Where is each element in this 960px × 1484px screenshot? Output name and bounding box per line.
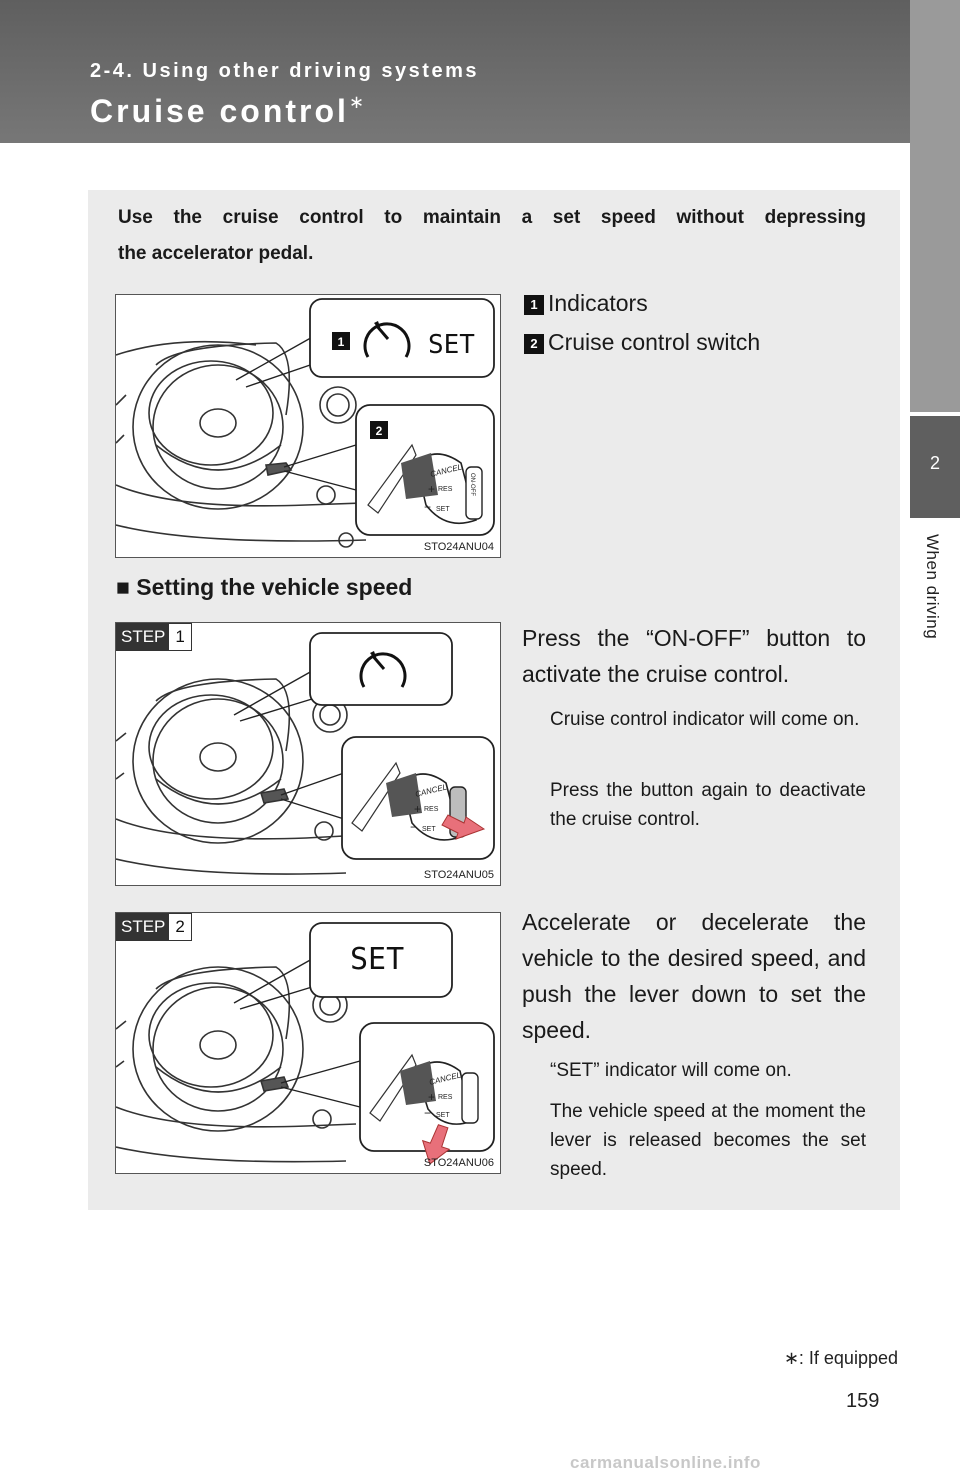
step-1-badge — [116, 623, 192, 651]
lever-plus: + — [428, 1090, 436, 1104]
footnote-if-equipped: ∗: If equipped — [783, 1348, 898, 1368]
step-1-note-2: Press the button again to deactivate the cruise control. — [550, 780, 866, 830]
legend-item-1 — [524, 290, 648, 317]
chapter-tab[interactable]: 2 — [910, 416, 960, 518]
step-1-text: Press the “ON-OFF” button to activate the cruise control. — [522, 625, 866, 687]
lever-res-label: RES — [424, 806, 439, 813]
callout-number-1: 1 — [337, 335, 345, 349]
page-title — [90, 92, 364, 130]
dashboard-illustration — [116, 295, 500, 557]
lever-set-label: SET — [436, 1112, 450, 1119]
legend-label: Indicators — [548, 290, 648, 316]
lever-cancel-label: CANCEL — [428, 1070, 462, 1087]
figure-code: STO24ANU05 — [423, 869, 494, 881]
lever-minus: − — [424, 500, 432, 514]
lever-cancel-label: CANCEL — [429, 462, 463, 479]
lever-plus: + — [428, 482, 436, 496]
lever-minus: − — [410, 820, 418, 834]
step2-illustration — [116, 913, 500, 1173]
watermark: carmanualsonline.info — [570, 1453, 761, 1472]
section-label: 2-4. Using other driving systems — [90, 60, 479, 82]
step-word: STEP — [117, 914, 169, 940]
step-word: STEP — [117, 624, 169, 650]
lever-res-label: RES — [438, 486, 453, 493]
step-1-note-1: Cruise control indicator will come on. — [550, 709, 860, 730]
subheading-setting-speed: ■ Setting the vehicle speed — [116, 574, 413, 600]
lever-cancel-label: CANCEL — [414, 782, 448, 799]
side-tab-upper — [910, 0, 960, 412]
figure-indicators-switch — [115, 294, 501, 558]
lever-set-label: SET — [436, 506, 450, 513]
figure-code: STO24ANU06 — [423, 1157, 494, 1169]
page-number: 159 — [846, 1390, 880, 1412]
legend-item-2 — [524, 329, 760, 356]
intro-line-2: the accelerator pedal. — [118, 243, 314, 264]
step1-illustration — [116, 623, 500, 885]
figure-step-1 — [115, 622, 501, 886]
lever-plus: + — [414, 802, 422, 816]
lever-res-label: RES — [438, 1094, 453, 1101]
legend-label: Cruise control switch — [548, 329, 761, 355]
set-indicator-label: SET — [350, 942, 405, 977]
step-2-note-1: “SET” indicator will come on. — [550, 1060, 792, 1081]
figure-step-2 — [115, 912, 501, 1174]
legend-number-badge: 1 — [524, 295, 544, 315]
intro-line-1: Use the cruise control to maintain a set speed without depressing — [118, 207, 866, 228]
callout-number-2: 2 — [375, 424, 383, 438]
set-indicator-label: SET — [428, 330, 475, 360]
step-2-note-2: The vehicle speed at the moment the lever is released becomes the set speed. — [550, 1101, 866, 1180]
if-equipped-mark: ∗ — [348, 92, 365, 112]
legend-number-badge: 2 — [524, 334, 544, 354]
figure-code: STO24ANU04 — [423, 541, 494, 553]
lever-onoff-label: ON·OFF — [469, 473, 475, 496]
lever-minus: − — [424, 1106, 432, 1120]
lever-set-label: SET — [422, 826, 436, 833]
step-2-badge — [116, 913, 192, 941]
intro-text — [118, 200, 866, 272]
step-number: 2 — [169, 914, 190, 940]
chapter-label: When driving — [923, 534, 942, 640]
step-2-text: Accelerate or decelerate the vehicle to the desired speed, and push the lever down to set the speed. — [522, 909, 866, 1043]
page-title-text: Cruise control — [90, 93, 349, 129]
step-number: 1 — [169, 624, 190, 650]
